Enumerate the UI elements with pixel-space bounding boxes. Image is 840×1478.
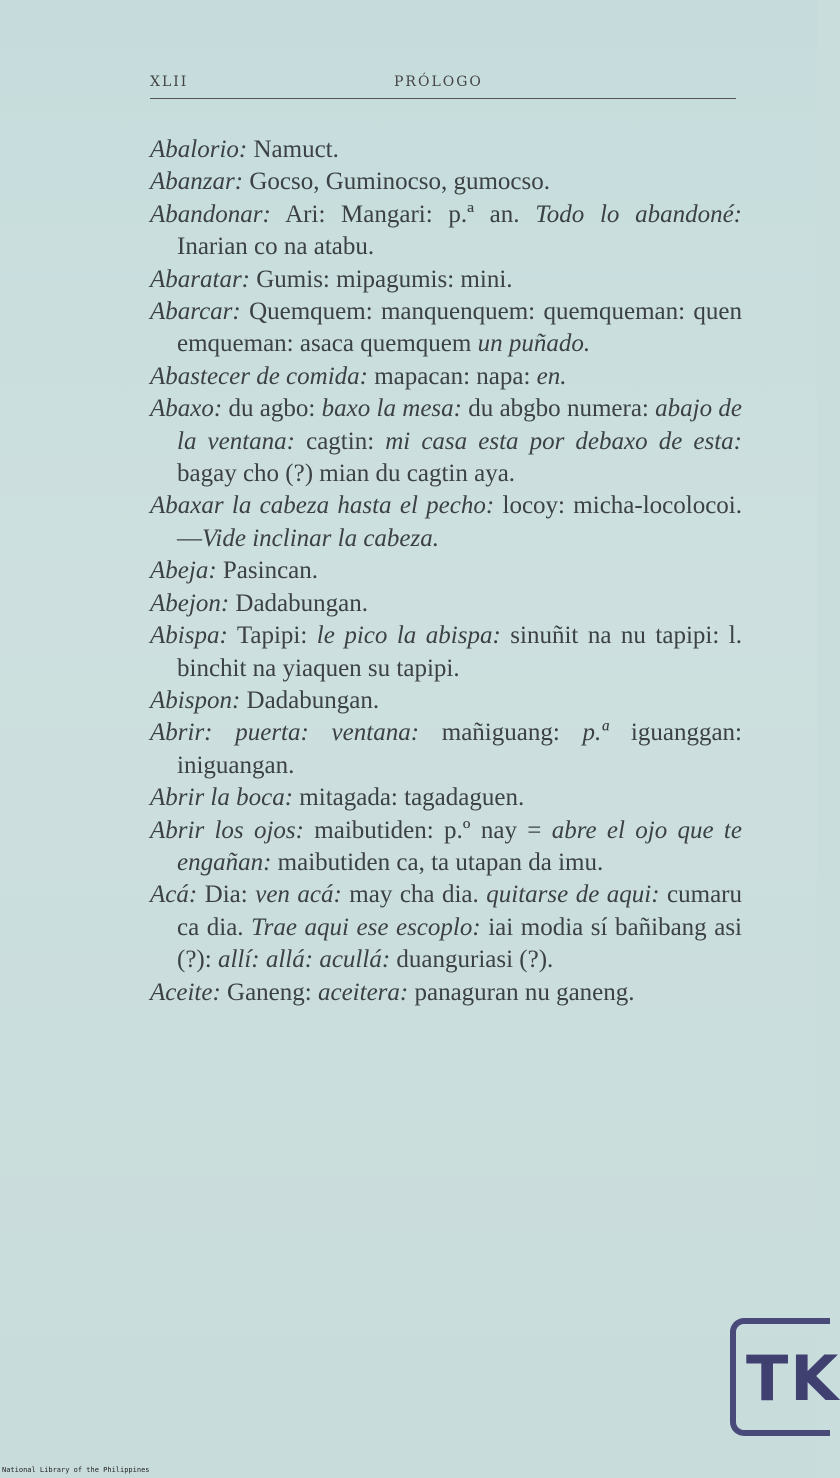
entry-italic-text: Abispon: [150, 686, 241, 714]
entry-italic-text: ven acá: [255, 881, 342, 909]
entry-italic-text: Abeja: [150, 557, 217, 585]
entry-italic-text: Aceite: [150, 978, 221, 1006]
entry-italic-text: Abaxo: [150, 395, 223, 423]
entry-italic-text: Abaxar la cabeza hasta el pecho: [150, 492, 495, 520]
entry-text: mañiguang: [419, 719, 583, 747]
entry-text: Dadabungan. [229, 589, 368, 617]
entry-italic-text: quitarse de aqui: [486, 881, 660, 909]
entry-text: Namuct. [247, 136, 339, 163]
entry-text: locoy: micha-locolocoi.— [177, 492, 742, 552]
dictionary-entry [150, 166, 742, 198]
entry-italic-text: abajo de la ventana: [177, 395, 743, 455]
entry-text: Dadabungan. [240, 686, 380, 714]
entry-text: Ganeng: [220, 978, 318, 1006]
library-stamp [730, 1318, 840, 1436]
entry-italic-text: Abispa: [150, 622, 228, 650]
entry-text: duanguriasi (?). [390, 946, 554, 974]
entry-italic-text: Abejon: [150, 589, 230, 617]
entry-italic-text: Vide inclinar la cabeza. [202, 524, 439, 552]
entry-text: mitagada: tagadaguen. [293, 784, 525, 812]
entry-italic-text: Abanzar: [150, 168, 244, 196]
dictionary-entry [150, 393, 742, 490]
page-header [150, 70, 736, 99]
entry-italic-text: Acá: [150, 881, 198, 909]
dictionary-entry [150, 620, 742, 685]
entry-text: cumaru ca dia. [177, 881, 742, 941]
dictionary-entry [150, 134, 742, 166]
entry-text: Ari: Mangari: p.ª an. [270, 200, 536, 228]
entry-text: bagay cho (?) mian du cagtin aya. [177, 460, 516, 488]
entry-italic-text: Trae aqui ese escoplo: [251, 913, 481, 941]
dictionary-entry [150, 264, 742, 296]
entry-text: sinuñit na nu tapipi: l. binchit na yiaquen su tapipi. [177, 622, 742, 682]
entry-italic-text: mi casa esta por debaxo de esta: [385, 427, 742, 455]
entry-italic-text: Abastecer de comida: [150, 362, 368, 390]
dictionary-entry [150, 815, 742, 880]
entry-text: panaguran nu ganeng. [408, 978, 635, 1006]
entry-text: cagtin: [295, 427, 386, 455]
entry-text: du agbo: [222, 395, 322, 423]
entry-italic-text: Abarcar: [150, 298, 241, 326]
entry-italic-text: le pico la abispa: [316, 622, 501, 650]
page-number: XLII [150, 74, 189, 90]
stamp-text: TK [746, 1342, 840, 1415]
entry-text: Pasincan. [216, 557, 319, 585]
entry-italic-text: baxo la mesa: [321, 395, 462, 423]
entry-italic-text: en. [536, 362, 567, 390]
entry-text: Quemquem: manquenquem: quemqueman: quen emqueman: asaca quemquem [177, 298, 742, 358]
dictionary-entries [150, 134, 742, 1009]
entry-text: du abgbo numera: [461, 395, 656, 423]
dictionary-entry [150, 717, 742, 782]
entry-text: Inarian co na atabu. [177, 233, 375, 261]
entry-text: Gumis: mipagumis: mini. [250, 265, 513, 293]
entry-italic-text: abre el ojo que te engañan: [177, 816, 742, 876]
dictionary-entry [150, 361, 742, 393]
entry-text: mapacan: napa: [367, 362, 537, 390]
entry-italic-text: allí: allá: acullá: [217, 946, 391, 974]
footer-credit: National Library of the Philippines [2, 1466, 150, 1474]
entry-italic-text: Abrir: puerta: ventana: [150, 719, 420, 747]
entry-text: maibutiden ca, ta utapan da imu. [271, 848, 604, 876]
entry-italic-text: un puñado. [477, 330, 591, 358]
entry-text: Dia: [197, 881, 256, 909]
dictionary-entry [150, 296, 742, 361]
entry-italic-text: Abandonar: [150, 200, 271, 228]
entry-text: maibutiden: p.º nay = [303, 816, 552, 844]
dictionary-entry [150, 782, 742, 814]
dictionary-entry [150, 879, 742, 976]
entry-italic-text: aceitera: [317, 978, 409, 1006]
dictionary-entry [150, 685, 742, 717]
dictionary-entry [150, 490, 742, 555]
entry-text: iguanggan: iniguangan. [177, 719, 743, 779]
dictionary-entry [150, 555, 742, 587]
entry-text: Gocso, Guminocso, gumocso. [243, 168, 550, 196]
entry-text: Tapipi: [227, 622, 317, 650]
entry-italic-text: Abrir los ojos: [150, 816, 304, 844]
dictionary-entry [150, 977, 742, 1009]
entry-italic-text: Abalorio: [150, 136, 248, 163]
entry-italic-text: p.ª [582, 719, 609, 747]
entry-italic-text: Abrir la boca: [150, 784, 294, 812]
dictionary-entry [150, 199, 742, 264]
entry-italic-text: Abaratar: [150, 265, 250, 293]
entry-text: may cha dia. [341, 881, 487, 909]
entry-italic-text: Todo lo abandoné: [535, 200, 742, 228]
entry-text: iai modia sí bañibang asi (?): [177, 913, 742, 974]
dictionary-entry [150, 588, 742, 620]
page-title: PRÓLOGO [394, 74, 483, 90]
